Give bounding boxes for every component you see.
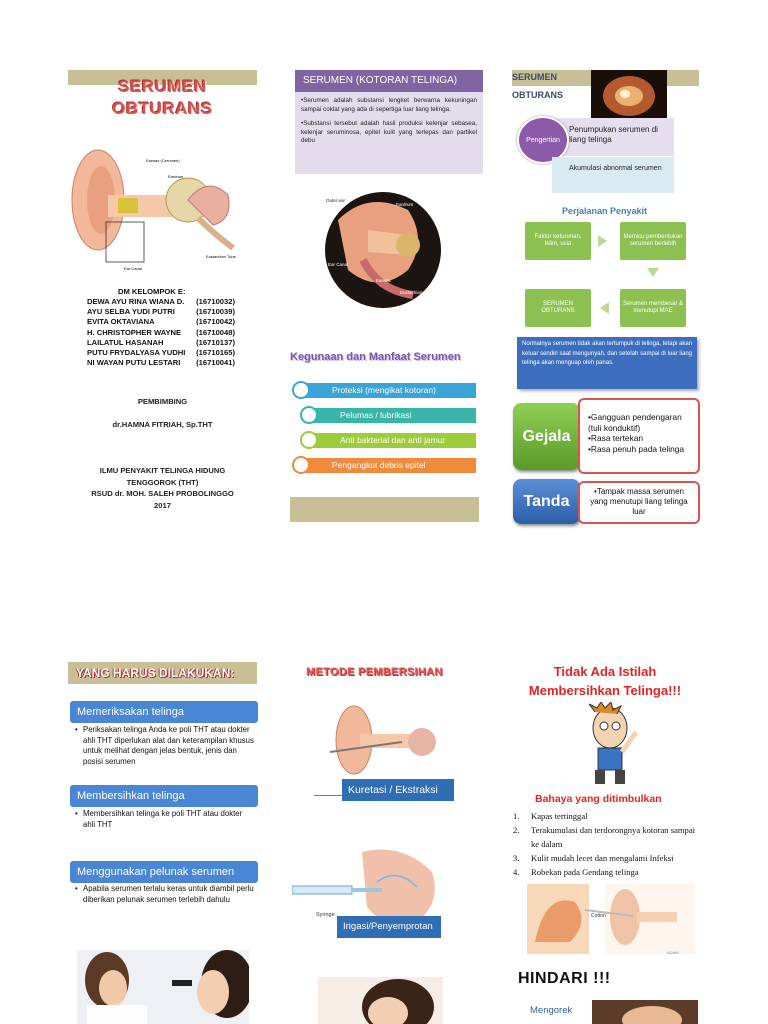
mengorek-text: Mengorek bbox=[530, 1005, 573, 1016]
section-heading: Memeriksakan telinga bbox=[70, 701, 258, 723]
section-text: • Membersihkan telinga ke poli THT atau dokter ahli THT bbox=[75, 809, 243, 829]
ear-label: Eardrum bbox=[168, 174, 184, 179]
bullet-circle-icon bbox=[300, 431, 318, 449]
panel3-title: SERUMEN OBTURANS bbox=[512, 72, 563, 100]
diagram-label: Eustachian Tube bbox=[400, 290, 434, 295]
kegunaan-title: Kegunaan dan Manfaat Serumen bbox=[290, 351, 461, 363]
ear-cleaning-photo bbox=[318, 977, 443, 1024]
section-heading: Menggunakan pelunak serumen bbox=[70, 861, 258, 883]
akumulasi-text: Akumulasi abnormal serumen bbox=[552, 157, 674, 193]
panel6-title: Tidak Ada Istilah Membersihkan Telinga!!! bbox=[528, 664, 682, 698]
bahaya-item: 4. Robekan pada Gendang telinga bbox=[513, 867, 639, 877]
kegunaan-item: Anti bakterial dan anti jamur bbox=[312, 433, 476, 448]
bahaya-title: Bahaya yang ditimbulkan bbox=[535, 793, 662, 805]
member-row: PUTU FRYDALYASA YUDHI (16710165) bbox=[87, 348, 235, 358]
arrow-left-icon bbox=[600, 302, 609, 314]
divider bbox=[314, 795, 342, 796]
confused-character-illustration bbox=[565, 702, 655, 790]
kegunaan-list bbox=[292, 383, 482, 478]
section-text: • Apabila serumen terlalu keras untuk diambil perlu diberikan pelunak serumen terlebih dahulu bbox=[75, 884, 254, 904]
panel1-title: SERUMEN OBTURANS bbox=[112, 77, 213, 118]
bullet-circle-icon bbox=[300, 406, 318, 424]
syringe-label: Syringe bbox=[316, 912, 335, 918]
normal-note: Normalnya serumen tidak akan tertumpuk di telinga, tetapi akan keluar sendiri saat mengunyah, dan setelah sampai di luar liang telinga akan menguap oleh panas. bbox=[517, 337, 697, 389]
section-text: • Periksakan telinga Anda ke poli THT atau dokter ahli THT diperlukan alat dan keterampilan khusus untuk melihat dengan jelas bentuk, jenis dan posisi serumen bbox=[75, 725, 254, 766]
kegunaan-item: Proteksi (mengikat kotoran) bbox=[304, 383, 476, 398]
panel5-title: METODE PEMBERSIHAN bbox=[306, 666, 443, 678]
perjalanan-title: Perjalanan Penyakit bbox=[562, 206, 648, 216]
member-row: DEWA AYU RINA WIANA D. (16710032) bbox=[87, 297, 235, 306]
bahaya-item: 1. Kapas tertinggal bbox=[513, 811, 588, 821]
member-row: AYU SELBA YUDI PUTRI (16710039) bbox=[87, 307, 235, 317]
gejala-item: •Rasa penuh pada telinga bbox=[588, 443, 685, 454]
ear-label: Earwax (Cerumen) bbox=[146, 158, 180, 163]
kegunaan-item: Pengangkut debris epitel bbox=[304, 458, 476, 473]
gejala-label: Gejala bbox=[513, 403, 580, 470]
earwax-photo bbox=[591, 70, 667, 122]
ear-picking-photo bbox=[592, 1000, 698, 1024]
member-row: LAILATUL HASANAH (16710137) bbox=[87, 337, 235, 347]
bahaya-list bbox=[513, 809, 703, 879]
doctor-exam-photo bbox=[77, 950, 249, 1024]
member-row: EVITA OKTAVIANA (16710042) bbox=[87, 317, 235, 327]
bullet-circle-icon bbox=[292, 456, 310, 474]
department-info: ILMU PENYAKIT TELINGA HIDUNG TENGGOROK (THT) RSUD dr. MOH. SALEH PROBOLINGGO 2017 bbox=[91, 466, 234, 510]
panel4-title: YANG HARUS DILAKUKAN: bbox=[68, 662, 257, 684]
ear-canal-diagram bbox=[318, 190, 448, 310]
cotton-swab-ear-illustration bbox=[525, 882, 700, 957]
diagram-label: Eardrum bbox=[396, 202, 414, 207]
section-heading: Membersihkan telinga bbox=[70, 785, 258, 807]
gejala-item: •Gangguan pendengaran (tuli konduktif) bbox=[588, 412, 682, 433]
pengertian-label: Pengertian bbox=[517, 116, 569, 164]
pembimbing-name: dr.HAMNA FITRIAH, Sp.THT bbox=[112, 420, 213, 429]
pembimbing-label: PEMBIMBING bbox=[137, 397, 188, 406]
tanda-label: Tanda bbox=[513, 479, 580, 524]
method-label: Kuretasi / Ekstraksi bbox=[342, 779, 454, 801]
ear-label: Eustachian Tube bbox=[206, 254, 236, 259]
flow-step-1: Faktor keturunan, Iklim, usia bbox=[525, 222, 591, 260]
gejala-box bbox=[578, 398, 700, 474]
adam-watermark: ADAM bbox=[667, 950, 679, 955]
panel2-footer-bar bbox=[290, 497, 479, 522]
hindari-heading: HINDARI !!! bbox=[518, 970, 611, 987]
flow-step-4: SERUMEN OBTURANS bbox=[525, 289, 591, 327]
ear-anatomy-illustration bbox=[68, 140, 243, 275]
flow-step-3: Serumen membesar & menutupi MAE bbox=[620, 289, 686, 327]
diagram-label: Ear Canal bbox=[328, 262, 349, 267]
serumen-definition: •Serumen adalah substansi lengket berwarna kekuningan sampai coklat yang ada di sepertiga luar liang telinga. •Substansi tersebut adalah hasil produksi kelenjar sebasea, kelenjar seruminosa, epitel kulit yang terlepas dan partikel debu bbox=[295, 92, 483, 174]
diagram-label: Earwax bbox=[376, 278, 392, 283]
arrow-down-icon bbox=[647, 268, 659, 277]
group-heading: DM KELOMPOK E: bbox=[118, 287, 186, 296]
pengertian-text: Penumpukan serumen di liang telinga bbox=[569, 125, 658, 144]
diagram-label: Outer ear bbox=[326, 198, 346, 203]
member-list bbox=[87, 297, 235, 368]
flow-step-2: Memicu pembentukan serumen berlebih bbox=[620, 222, 686, 260]
bahaya-item: 2. Terakumulasi dan terdorongnya kotoran sampai ke dalam bbox=[513, 825, 696, 849]
method-label: Irigasi/Penyemprotan bbox=[337, 916, 441, 938]
kegunaan-item: Pelumas / lubrikasi bbox=[312, 408, 476, 423]
tanda-text: •Tampak massa serumen yang menutupi liang telinga luar bbox=[590, 487, 688, 516]
tanda-box bbox=[578, 481, 700, 524]
bullet-circle-icon bbox=[292, 381, 310, 399]
arrow-right-icon bbox=[598, 235, 607, 247]
ear-label: Ear Canal bbox=[124, 266, 142, 271]
bahaya-item: 3. Kulit mudah lecet dan mengalami Infeksi bbox=[513, 853, 674, 863]
member-row: H. CHRISTOPHER WAYNE (16710048) bbox=[87, 327, 235, 337]
serumen-heading: SERUMEN (KOTORAN TELINGA) bbox=[295, 70, 483, 92]
member-row: NI WAYAN PUTU LESTARI (16710041) bbox=[87, 358, 235, 368]
cotton-label: Cotton bbox=[591, 913, 606, 919]
curettage-illustration bbox=[330, 702, 440, 782]
gejala-item: •Rasa tertekan bbox=[588, 433, 644, 443]
